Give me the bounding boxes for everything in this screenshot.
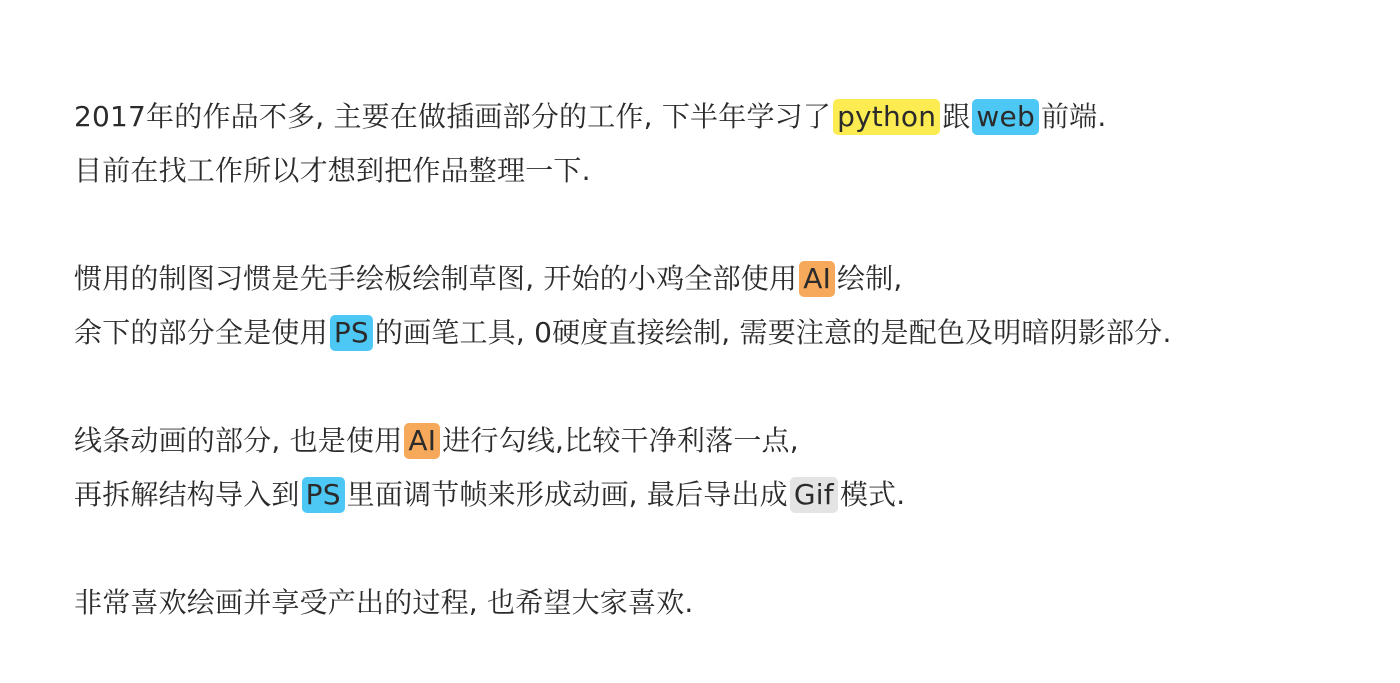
text-segment: 前端. <box>1040 100 1107 133</box>
text-segment: 跟 <box>942 100 971 133</box>
paragraph-3-line-2 <box>74 468 1374 522</box>
paragraph-4-line-1: 非常喜欢绘画并享受产出的过程, 也希望大家喜欢. <box>74 586 694 619</box>
ps-tag: PS <box>330 315 373 351</box>
paragraph-spacer <box>74 360 1374 414</box>
text-segment: 2017年的作品不多, 主要在做插画部分的工作, 下半年学习了 <box>74 100 832 133</box>
paragraph-2-line-1 <box>74 252 1374 306</box>
document-body <box>74 90 1374 630</box>
paragraph-1-line-2: 目前在找工作所以才想到把作品整理一下. <box>74 154 591 187</box>
paragraph-1-line-1 <box>74 90 1374 144</box>
text-segment: 再拆解结构导入到 <box>74 478 300 511</box>
ai-tag: AI <box>404 423 440 459</box>
text-segment: 绘制, <box>837 262 903 295</box>
paragraph-spacer <box>74 522 1374 576</box>
text-segment: 余下的部分全是使用 <box>74 316 328 349</box>
ps-tag: PS <box>302 477 345 513</box>
text-segment: 惯用的制图习惯是先手绘板绘制草图, 开始的小鸡全部使用 <box>74 262 798 295</box>
text-segment: 模式. <box>839 478 906 511</box>
text-segment: 的画笔工具, 0硬度直接绘制, 需要注意的是配色及明暗阴影部分. <box>374 316 1172 349</box>
paragraph-2-line-2 <box>74 306 1374 360</box>
python-tag: python <box>833 99 940 135</box>
gif-tag: Gif <box>790 477 838 513</box>
text-segment: 进行勾线,比较干净利落一点, <box>442 424 799 457</box>
text-segment: 里面调节帧来形成动画, 最后导出成 <box>346 478 788 511</box>
paragraph-spacer <box>74 198 1374 252</box>
ai-tag: AI <box>799 261 835 297</box>
text-segment: 线条动画的部分, 也是使用 <box>74 424 403 457</box>
paragraph-3-line-1 <box>74 414 1374 468</box>
web-tag: web <box>972 99 1039 135</box>
